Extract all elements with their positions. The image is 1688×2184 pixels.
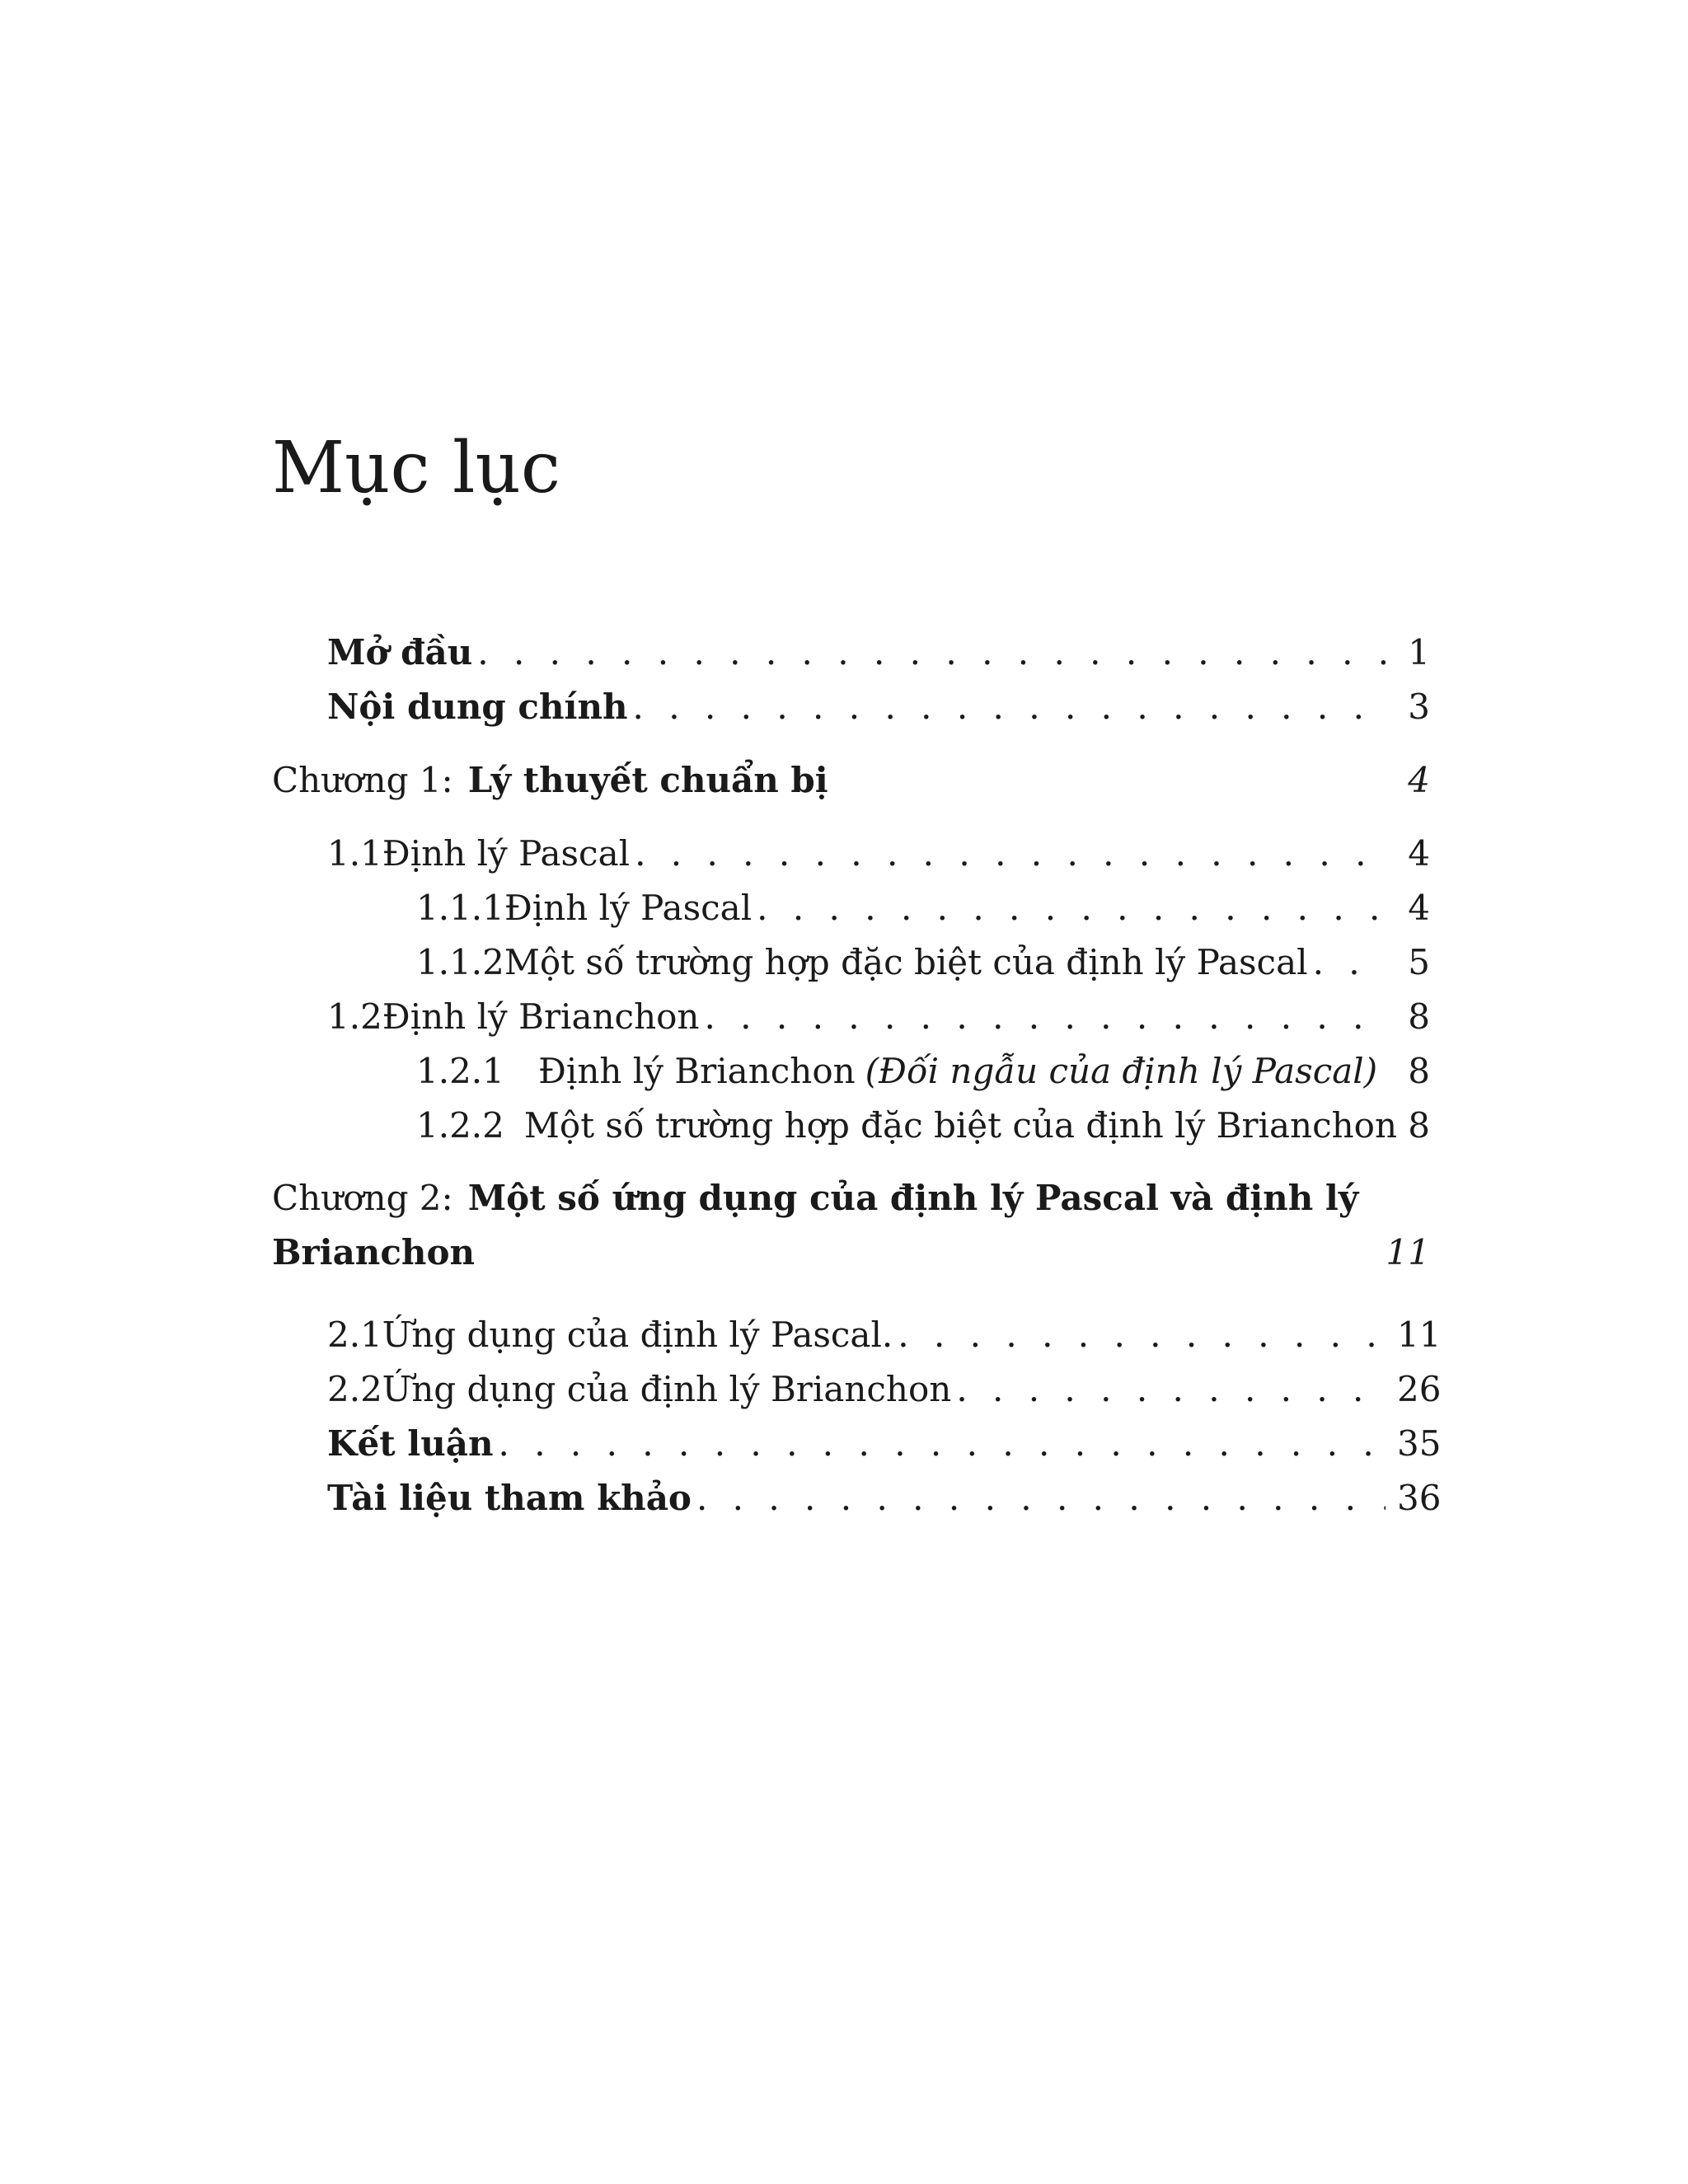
dot-leader: [635, 829, 1386, 879]
toc-entry-label: Một số trường hợp đặc biệt của định lý Pascal: [504, 942, 1308, 982]
chapter-prefix: Chương 1:: [272, 760, 453, 800]
toc-subsection-1-2-2[interactable]: [416, 1101, 1430, 1151]
toc-entry-label: Tài liệu tham khảo: [327, 1478, 692, 1518]
dot-leader: [757, 883, 1386, 933]
toc-entry-label: Mở đầu: [327, 632, 473, 673]
toc-entry-label: Định lý Pascal: [504, 888, 753, 928]
toc-entry-tai-lieu-tham-khao[interactable]: [327, 1474, 1442, 1523]
toc-entry-ket-luan[interactable]: [327, 1419, 1442, 1469]
chapter-prefix: Chương 2:: [272, 1178, 453, 1218]
toc-entry-label: Nội dung chính: [327, 687, 628, 727]
toc-page-number: 1: [1408, 632, 1430, 673]
toc-section-1-1[interactable]: [327, 829, 1430, 879]
section-number: 1.2.2: [416, 1105, 504, 1146]
toc-chapter-2[interactable]: [272, 1174, 1430, 1223]
toc-entry-label: Định lý Brianchon: [538, 1051, 856, 1091]
section-number: 1.1.2: [416, 942, 504, 982]
toc-page-number: 26: [1397, 1369, 1442, 1409]
dot-leader: [696, 1474, 1386, 1523]
toc-page-number: 4: [1408, 888, 1430, 928]
toc-entry-label: Định lý Pascal: [382, 833, 631, 874]
chapter-title: Một số ứng dụng của định lý Pascal và định lý: [467, 1178, 1359, 1218]
toc-entry-noi-dung-chinh[interactable]: [327, 682, 1430, 732]
dot-leader: [1313, 938, 1386, 987]
section-number: 2.1: [327, 1315, 382, 1355]
toc-section-2-1[interactable]: [327, 1310, 1442, 1360]
toc-page-number: 35: [1397, 1423, 1442, 1464]
toc-entry-label: Một số trường hợp đặc biệt của định lý Brianchon: [523, 1105, 1397, 1146]
toc-chapter-2-continued[interactable]: [272, 1228, 1430, 1277]
toc-entry-mo-dau[interactable]: [327, 628, 1430, 677]
toc-page-number: 11: [1397, 1315, 1442, 1355]
toc-page-number: 3: [1408, 687, 1430, 727]
toc-entry-label: Định lý Brianchon: [382, 996, 700, 1037]
chapter-title-continued: Brianchon: [272, 1232, 475, 1272]
toc-subsection-1-1-1[interactable]: [416, 883, 1430, 933]
toc-entry-label: Kết luận: [327, 1423, 494, 1464]
section-number: 1.2.1: [416, 1051, 504, 1091]
section-number: 1.2: [327, 996, 382, 1037]
toc-section-1-2[interactable]: [327, 992, 1430, 1042]
dot-leader: [704, 992, 1386, 1042]
toc-section-2-2[interactable]: [327, 1365, 1442, 1414]
toc-page-number: 8: [1408, 1051, 1430, 1091]
toc-page-number: 8: [1408, 1105, 1430, 1146]
dot-leader: [898, 1310, 1386, 1360]
section-number: 1.1.1: [416, 888, 504, 928]
toc-page-number: 4: [1408, 760, 1430, 800]
chapter-title: Lý thuyết chuẩn bị: [467, 760, 828, 800]
section-number: 1.1: [327, 833, 382, 874]
toc-page-number: 8: [1408, 996, 1430, 1037]
toc-page-number: 11: [1386, 1232, 1430, 1272]
toc-chapter-1[interactable]: [272, 756, 1430, 805]
toc-entry-label-italic: (Đối ngẫu của định lý Pascal): [865, 1051, 1378, 1091]
dot-leader: [633, 682, 1386, 732]
toc-page-number: 5: [1408, 942, 1430, 982]
toc-page-number: 36: [1397, 1478, 1442, 1518]
toc-page-number: 4: [1408, 833, 1430, 874]
dot-leader: [499, 1419, 1386, 1469]
dot-leader: [477, 628, 1386, 677]
toc-subsection-1-2-1[interactable]: [416, 1047, 1430, 1096]
dot-leader: [956, 1365, 1386, 1414]
page-title: Mục lục: [272, 427, 561, 509]
section-number: 2.2: [327, 1369, 382, 1409]
toc-entry-label: Ứng dụng của định lý Pascal.: [382, 1315, 893, 1355]
toc-subsection-1-1-2[interactable]: [416, 938, 1430, 987]
toc-entry-label: Ứng dụng của định lý Brianchon: [382, 1369, 952, 1409]
